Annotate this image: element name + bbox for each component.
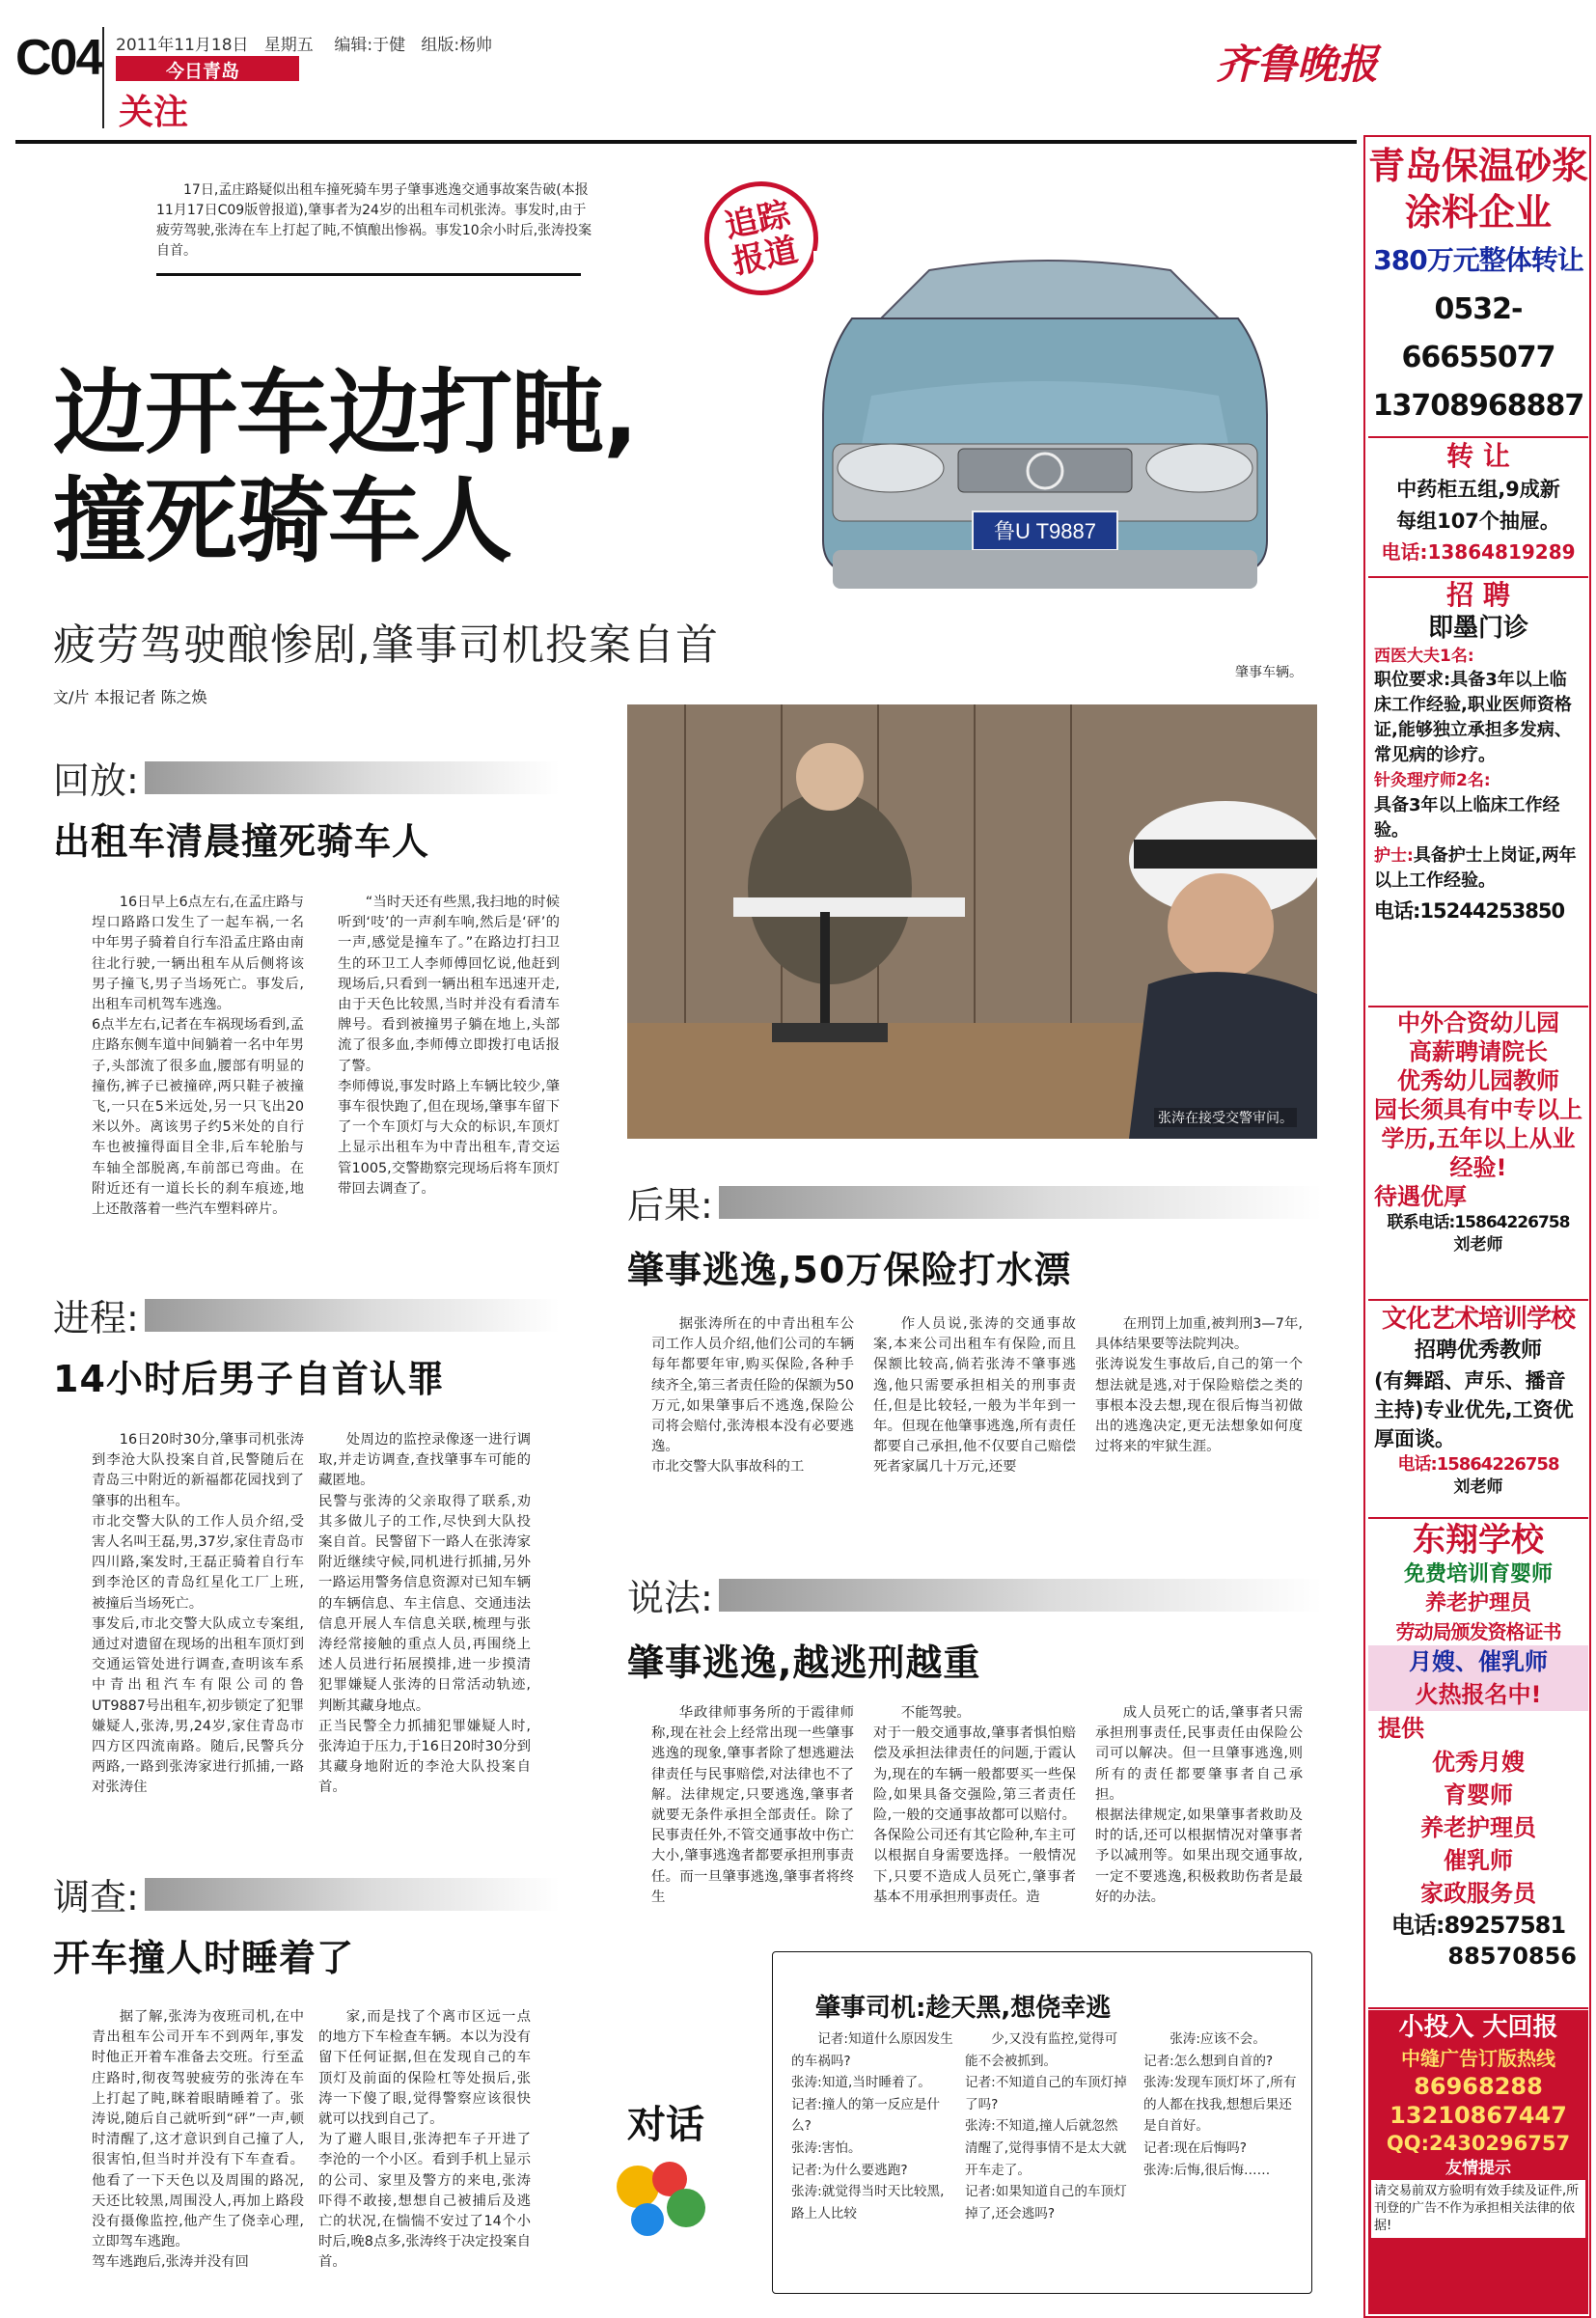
ad-cabinet-l4: 电话:13864819289 [1381,540,1576,564]
ad-dongxiang-l11: 催乳师 [1444,1847,1513,1874]
ad-divider-6 [1368,2007,1588,2009]
ad-cabinet-l1: 转 让 [1446,440,1510,472]
ad-art-l3: (有舞蹈、声乐、播音主持)专业优先,工资优厚面谈。 [1374,1369,1574,1450]
ad-dongxiang-l2: 免费培训育婴师 [1403,1562,1553,1587]
date: 2011年11月18日 [116,36,249,55]
weekday: 星期五 [263,36,314,55]
section-progress-col-2: 处周边的监控录像逐一进行调取,并走访调查,查找肇事车可能的藏匿地。 民警与张涛的父亲取得了联系,劝其多做儿子的工作,尽快到大队投案自首。民警留下一路人在张涛家附近继续守候,同机进行抓捕,另外一路运用警务信息资源对已知车辆的车辆信息、车主信息、交通违法信息开展人车信息关联,梳理与张涛经常接触的重点人员,再围绕上述人员进行拓展摸排,进一步摸清犯罪嫌疑人张涛的日常活动轨迹,判断其藏身地点。 正当民警全力抓捕犯罪嫌疑人时,张涛迫于压力,于16日20时30分到其藏身地附近的李沧大队投案自首。 [318,1432,531,1796]
ad-clinic-hiring [1368,579,1588,1004]
stamp-line-1: 追踪 [721,194,794,247]
ad-dongxiang-l6: 火热报名中! [1368,1678,1588,1711]
section-legal-heading: 肇事逃逸,越逃刑越重 [627,1642,981,1684]
ad-clinic-l8: 具备护士上岗证,两年以上工作经验。 [1374,845,1577,891]
ad-hotline-l2: 中缝广告订版热线 [1401,2047,1555,2070]
ad-art-school [1368,1303,1588,1515]
headline-line-2: 撞死骑车人 [53,467,511,575]
ad-dongxiang-l12: 家政服务员 [1420,1880,1536,1907]
headline-line-1: 边开车边打盹, [53,359,638,467]
section-consequence-col-2: 作人员说,张涛的交通事故案,本来公司出租车有保险,而且保额比较高,倘若张涛不肇事逃逸,他只需要承担相关的刑事责任,但是比较轻,一般为半年到一年。但现在他肇事逃逸,所有责任都要自己承担,他不仅要自己赔偿死者家属几十万元,还要 [873,1316,1076,1476]
ad-kindergarten-l1: 中外合资幼儿园 [1397,1009,1559,1036]
ad-clinic-l1: 招 聘 [1446,579,1510,611]
headline [53,359,637,575]
ad-classified-hotline [1368,2010,1588,2314]
ad-divider-5 [1368,1517,1588,1519]
ad-hotline-l3: 86968288 [1414,2073,1543,2100]
dialogue-col-3: 张涛:应该不会。 记者:怎么想到自首的? 张涛:发现车顶灯坏了,所有的人都在找我,想想后果还是自首好。 记者:现在后悔吗? 张涛:后悔,很后悔…… [1143,2031,1297,2178]
ad-kindergarten-l3: 优秀幼儿园教师 [1397,1067,1559,1094]
dialogue-label: 对话 [627,2103,704,2147]
dialogue-col-1: 记者:知道什么原因发生的车祸吗? 张涛:知道,当时睡着了。 记者:撞人的第一反应是什么? 张涛:害怕。 记者:为什么要逃跑? 张涛:就觉得当时天比较黑,路上人比较 [791,2031,953,2221]
ad-divider-4 [1368,1299,1588,1301]
newspaper-logo: 齐鲁晚报 [1216,41,1379,88]
section-progress-col-1: 16日20时30分,肇事司机张涛到李沧大队投案自首,民警随后在青岛三中附近的新福都花园找到了肇事的出租车。 市北交警大队的工作人员介绍,受害人名叫王磊,男,37岁,家住青岛市四川路,案发时,王磊正骑着自行车到李沧区的青岛红星化工厂上班,被撞后当场死亡。 事发后,市北交警大队成立专案组,通过对遗留在现场的出租车顶灯到交通运管处进行调查,查明该车系中青出租汽车有限公司的鲁UT9887号出租车,初步锁定了犯罪嫌疑人,张涛,男,24岁,家住青岛市四方区四流南路。随后,民警兵分两路,一路到张涛家进行抓捕,一路对张涛住 [92,1432,304,1796]
ad-dongxiang-l10: 养老护理员 [1420,1814,1536,1841]
ad-dongxiang-l13: 电话:89257581 [1390,1912,1566,1939]
ad-dongxiang-l9: 育婴师 [1444,1781,1513,1808]
section-consequence-col-1: 据张涛所在的中青出租车公司工作人员介绍,他们公司的车辆每年都要年审,购买保险,各种手续齐全,第三者责任险的保额为50万元,如果肇事后不逃逸,保险公司将会赔付,张涛根本没有必要逃逸。 市北交警大队事故科的工 [651,1316,854,1476]
lead-rule [156,273,581,276]
ad-art-l1: 文化艺术培训学校 [1381,1305,1575,1334]
ad-divider-3 [1368,1006,1588,1007]
section-progress-label: 进程: [53,1297,139,1339]
ad-hotline-l7: 请交易前双方验明有效手续及证件,所刊登的广告不作为承担相关法律的依据! [1371,2180,1585,2238]
ad-divider-2 [1368,576,1588,578]
section-replay-label: 回放: [53,759,139,802]
ad-hotline-l4: 13210867447 [1390,2102,1567,2129]
ad-cabinet-l3: 每组107个抽屉。 [1396,510,1560,533]
ad-mortar-l5: 13708968887 [1372,389,1584,423]
section-consequence-col-3: 在刑罚上加重,被判刑3—7年,具体结果要等法院判决。 张涛说发生事故后,自己的第一个想法就是逃,对于保险赔偿之类的事根本没去想,现在很后悔当初做出的逃逸决定,更无法想象如何度过将来的牢狱生涯。 [1095,1316,1303,1455]
editor: 编辑:于健 [334,36,406,55]
dialogue-title: 肇事司机:趁天黑,想侥幸逃 [815,1994,1112,2023]
section-consequence-bar [719,1186,1322,1219]
section-progress-heading: 14小时后男子自首认罪 [53,1358,445,1400]
ad-hotline-l5: QQ:2430296757 [1386,2132,1571,2155]
ad-art-l4: 电话:15864226758 [1397,1454,1559,1475]
ad-mortar-l2: 涂料企业 [1404,191,1552,234]
section-investigation-bar [145,1878,560,1911]
ad-art-l5: 刘老师 [1453,1477,1503,1497]
section-consequence-label: 后果: [627,1184,713,1227]
ad-kindergarten-l4: 园长须具有中专以上学历,五年以上从业经验! [1374,1096,1582,1181]
section-legal [627,1568,1322,1686]
section-investigation-heading: 开车撞人时睡着了 [53,1937,355,1979]
byline: 文/片 本报记者 陈之焕 [53,688,207,706]
top-rule [15,140,1357,144]
taxi-photo [813,251,1277,656]
section-replay-col-1: 16日早上6点左右,在孟庄路与埕口路路口发生了一起车祸,一名中年男子骑着自行车沿孟庄路由南往北行驶,一辆出租车从后侧将该男子撞飞,男子当场死亡。事发后,出租车司机驾车逃逸。 6点半左右,记者在车祸现场看到,孟庄路东侧车道中间躺着一名中年男子,头部流了很多血,腰部有明显的撞伤,裤子已被撞碎,两只鞋子被撞飞,一只在5米远处,另一只飞出20米以外。离该男子约5米处的自行车也被撞得面目全非,后车轮胎与车轴全部脱离,车前部已弯曲。在附近还有一道长长的刹车痕迹,地上还散落着一些汽车塑料碎片。 [92,895,304,1218]
section-consequence [627,1175,1322,1293]
section-name: 关注 [119,93,189,132]
section-tag: 今日青岛 [116,56,299,81]
ad-kindergarten-l5: 待遇优厚 [1374,1183,1467,1210]
page-number: C04 [15,30,102,86]
ad-dongxiang-l8: 优秀月嫂 [1432,1749,1525,1776]
ad-hotline-l1: 小投入 大回报 [1398,2013,1558,2042]
ad-divider-1 [1368,436,1588,438]
ad-hotline-l6: 友情提示 [1445,2159,1511,2178]
interrogation-photo [627,704,1317,1139]
masthead [0,0,1596,135]
ad-dongxiang-l4: 劳动局颁发资格证书 [1395,1620,1561,1643]
section-investigation-label: 调查: [53,1876,139,1918]
section-legal-col-3: 成人员死亡的话,肇事者只需承担刑事责任,民事责任由保险公司可以解决。但一旦肇事逃逸,则所有的责任都要肇事者自己承担。 根据法律规定,如果肇事者救助及时的话,还可以根据情况对肇事者予以减刑等。如果出现交通事故,一定不要逃逸,积极救助伤者是最好的办法。 [1095,1705,1303,1905]
ad-dongxiang-school [1368,1520,1588,2002]
car-caption: 肇事车辆。 [1235,665,1303,680]
masthead-divider [102,27,104,128]
dialogue-col-2: 少,又没有监控,觉得可能不会被抓到。 记者:不知道自己的车顶灯掉了吗? 张涛:不知道,撞人后就忽然清醒了,觉得事情不是太大就开车走了。 记者:如果知道自己的车顶灯掉了,还会逃吗? [965,2031,1127,2221]
interrogation-caption: 张涛在接受交警审问。 [1154,1108,1297,1127]
lead-paragraph: 17日,孟庄路疑似出租车撞死骑车男子肇事逃逸交通事故案告破(本报11月17日C09版曾报道),肇事者为24岁的出租车司机张涛。事发时,由于疲劳驾驶,张涛在车上打起了盹,不慎酿出惨祸。事发10余小时后,张涛投案自首。 [156,182,592,259]
ad-cabinet-l2: 中药柜五组,9成新 [1396,478,1560,501]
section-legal-col-1: 华政律师事务所的于霞律师称,现在社会上经常出现一些肇事逃逸的现象,肇事者除了想逃避法律责任与民事赔偿,对法律也不了解。法律规定,只要逃逸,肇事者就要无条件承担全部责任。除了民事责任外,不管交通事故中伤亡大小,肇事逃逸者都要承担刑事责任。而一旦肇事逃逸,肇事者将终生 [651,1705,854,1905]
interrogation-photo-art [627,704,1317,1139]
ad-mortar-l1: 青岛保温砂浆 [1368,145,1588,187]
ad-mortar-l4: 0532-66655077 [1401,292,1555,374]
ad-kindergarten-l7: 刘老师 [1453,1235,1503,1255]
masthead-meta [116,31,492,55]
ad-kindergarten-l2: 高薪聘请院长 [1409,1038,1548,1065]
ad-clinic-l2: 即墨门诊 [1427,614,1528,643]
section-legal-label: 说法: [627,1577,713,1619]
ad-dongxiang-l14: 88570856 [1447,1943,1577,1970]
section-investigation-col-1: 据了解,张涛为夜班司机,在中青出租车公司开车不到两年,事发时他正开着车准备去交班。行至孟庄路时,彻夜驾驶疲劳的张涛在车上打起了盹,眯着眼睛睡着了。张涛说,随后自己就听到“砰”一声,顿时清醒了,这才意识到自己撞了人,很害怕,但当时并没有下车查看。他看了一下天色以及周围的路况,天还比较黑,周围没人,再加上路段没有摄像监控,他产生了侥幸心理,立即驾车逃跑。 驾车逃跑后,张涛并没有回 [92,2009,304,2271]
section-legal-bar [719,1579,1322,1612]
layout-editor: 组版:杨帅 [421,36,493,55]
ad-dongxiang-l5: 月嫂、催乳师 [1368,1645,1588,1678]
ad-dongxiang-l3: 养老护理员 [1424,1591,1531,1615]
section-progress [53,1288,560,1402]
section-consequence-heading: 肇事逃逸,50万保险打水漂 [627,1249,1072,1291]
section-replay [53,751,560,865]
section-legal-col-2: 不能驾驶。 对于一般交通事故,肇事者惧怕赔偿及承担法律责任的问题,于霞认为,现在的车辆一般都要买一些保险,如果具备交强险,第三者责任险,一般的交通事故都可以赔付。各保险公司还有其它险种,车主可以根据自身需要选择。一般情况下,只要不造成人员死亡,肇事者基本不用承担刑事责任。造 [873,1705,1076,1905]
follow-up-stamp [694,171,829,306]
ad-clinic-l4: 职位要求:具备3年以上临床工作经验,职业医师资格证,能够独立承担多发病、常见病的诊疗。 [1374,670,1572,765]
ad-mortar-company [1368,143,1588,432]
section-progress-bar [145,1299,560,1332]
ad-clinic-l6: 具备3年以上临床工作经验。 [1374,795,1560,841]
section-replay-col-2: “当时天还有些黑,我扫地的时候听到‘吱’的一声刹车响,然后是‘砰’的一声,感觉是撞车了。”在路边打扫卫生的环卫工人李师傅回忆说,他赶到现场后,只看到一辆出租车迅速开走,由于天色比较黑,当时并没有看清车牌号。看到被撞男子躺在地上,头部流了很多血,李师傅立即拨打电话报了警。 李师傅说,事发时路上车辆比较少,肇事车很快跑了,但在现场,肇事车留下了一个车顶灯与大众的标识,车顶灯上显示出租车为中青出租车,青交运管1005,交警勘察完现场后将车顶灯带回去调查了。 [338,895,560,1197]
ad-dongxiang-l7: 提供 [1378,1715,1424,1742]
ad-clinic-l5: 针灸理疗师2名: [1374,771,1491,790]
ad-kindergarten [1368,1008,1588,1298]
stamp-line-2: 报道 [729,230,802,283]
section-investigation [53,1867,560,1981]
ad-clinic-l3: 西医大夫1名: [1374,647,1474,666]
ad-clinic-l7: 护士: [1374,846,1414,866]
subheadline: 疲劳驾驶酿惨剧,肇事司机投案自首 [53,621,719,670]
section-investigation-col-2: 家,而是找了个离市区远一点的地方下车检查车辆。本以为没有留下任何证据,但在发现自己的车顶灯及前面的保险杠等处损后,张涛一下傻了眼,觉得警察应该很快就可以找到自己了。 为了避人眼目,张涛把车子开进了李沧的一个小区。看到手机上显示的公司、家里及警方的来电,张涛吓得不敢接,想想自己被捕后及逃亡的状况,在惴惴不安过了14个小时后,晚8点多,张涛终于决定投案自首。 [318,2009,531,2271]
section-replay-bar [145,761,560,794]
speech-bubbles-icon [614,2160,710,2239]
section-replay-heading: 出租车清晨撞死骑车人 [53,820,430,863]
ad-clinic-l9: 电话:15244253850 [1374,899,1565,923]
license-plate: 鲁U T9887 [994,519,1096,543]
ad-cabinet [1368,440,1588,575]
ad-mortar-l3: 380万元整体转让 [1373,244,1583,276]
ad-kindergarten-l6: 联系电话:15864226758 [1387,1213,1570,1232]
ad-dongxiang-l1: 东翔学校 [1413,1521,1544,1559]
ad-art-l2: 招聘优秀教师 [1414,1338,1542,1363]
